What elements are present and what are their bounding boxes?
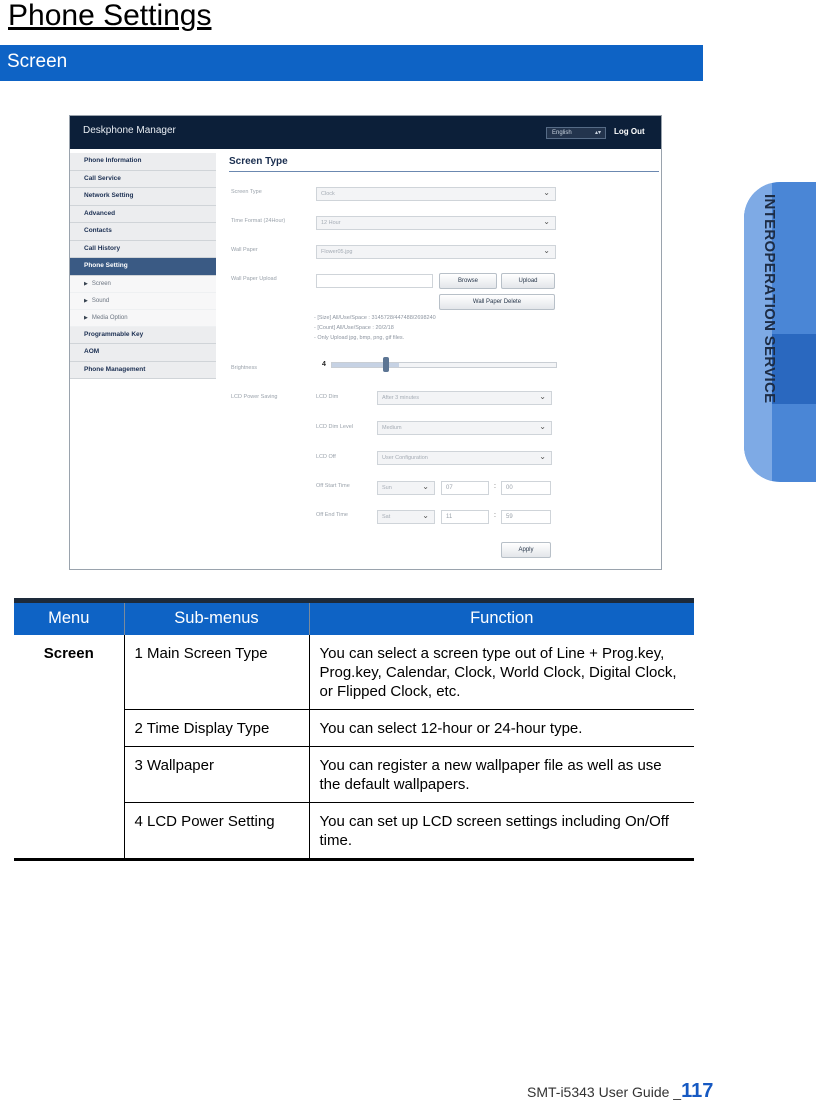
label-time-format: Time Format (24Hour) bbox=[231, 218, 286, 224]
apply-button[interactable]: Apply bbox=[501, 542, 551, 558]
label-brightness: Brightness bbox=[231, 365, 257, 371]
label-screen-type: Screen Type bbox=[231, 189, 262, 195]
page-footer bbox=[527, 1080, 713, 1100]
content-title: Screen Type bbox=[229, 156, 288, 167]
nav-advanced[interactable]: Advanced bbox=[70, 206, 216, 224]
brightness-slider-thumb[interactable] bbox=[383, 357, 389, 372]
chevron-down-icon: ⌄ bbox=[539, 392, 546, 401]
menu-cell: Screen bbox=[14, 635, 124, 860]
chevron-down-icon: ⌄ bbox=[539, 452, 546, 461]
select-arrows-icon: ▴▾ bbox=[594, 130, 601, 136]
chevron-down-icon: ⌄ bbox=[543, 246, 550, 255]
brightness-slider[interactable] bbox=[331, 362, 557, 368]
start-day-select[interactable]: Sun ⌄ bbox=[377, 481, 435, 495]
chevron-down-icon: ⌄ bbox=[422, 482, 429, 491]
deskphone-manager-screenshot bbox=[69, 115, 662, 570]
nav-call-history[interactable]: Call History bbox=[70, 241, 216, 259]
label-lcd-power-saving: LCD Power Saving bbox=[231, 394, 278, 400]
storage-note-count: - [Count] All/Use/Space : 20/2/18 bbox=[314, 325, 394, 331]
settings-content: Screen Type Screen Type Clock ⌄ Time Format (24Hour) 12 Hour ⌄ Wall Paper Flower05.jpg ⌄ Wall Paper Upload Browse Upload Wall Paper Delete - [Size] All/Use/Space : 3145728/447488/2698240 - [Count] All/Use/Space : 20/2/18 - Only Upload jpg, bmp, png, gif files. Brightness 4 LCD Power Saving LCD Dim After 3 minutes ⌄ LCD Dim Level Medium ⌄ LCD Off User Configuration ⌄ Off Start Time Sun ⌄ 07 : 00 Off End Time Sat ⌄ 11 : 59 Apply bbox=[229, 156, 659, 566]
end-minute-input[interactable]: 59 bbox=[501, 510, 551, 524]
nav-sub-screen[interactable]: ▶ Screen bbox=[70, 276, 216, 293]
function-cell: You can register a new wallpaper file as well as use the default wallpapers. bbox=[309, 746, 694, 802]
language-select[interactable]: English ▴▾ bbox=[546, 127, 606, 139]
storage-note-size: - [Size] All/Use/Space : 3145728/447488/2698240 bbox=[314, 315, 436, 321]
wall-paper-file-input[interactable] bbox=[316, 274, 433, 288]
lcd-dim-level-select[interactable]: Medium ⌄ bbox=[377, 421, 552, 435]
bullet-icon: ▶ bbox=[84, 280, 88, 287]
header-menu: Menu bbox=[14, 601, 124, 635]
nav-phone-management[interactable]: Phone Management bbox=[70, 362, 216, 380]
chevron-down-icon: ⌄ bbox=[539, 422, 546, 431]
sub-menu-cell: 1 Main Screen Type bbox=[124, 635, 309, 710]
nav-contacts[interactable]: Contacts bbox=[70, 223, 216, 241]
app-title: Deskphone Manager bbox=[83, 125, 176, 136]
label-off-start-time: Off Start Time bbox=[316, 483, 350, 489]
function-cell: You can set up LCD screen settings including On/Off time. bbox=[309, 802, 694, 859]
nav-phone-information[interactable]: Phone Information bbox=[70, 153, 216, 171]
start-minute-input[interactable]: 00 bbox=[501, 481, 551, 495]
label-lcd-off: LCD Off bbox=[316, 454, 336, 460]
header-function: Function bbox=[309, 601, 694, 635]
nav-programmable-key[interactable]: Programmable Key bbox=[70, 327, 216, 345]
screen-menu-table bbox=[14, 598, 694, 861]
nav-call-service[interactable]: Call Service bbox=[70, 171, 216, 189]
app-header bbox=[70, 116, 661, 149]
logout-link[interactable]: Log Out bbox=[614, 127, 645, 136]
nav-phone-setting[interactable]: Phone Setting bbox=[70, 258, 216, 276]
section-bar: Screen bbox=[0, 45, 703, 81]
brightness-value: 4 bbox=[322, 361, 326, 368]
end-day-select[interactable]: Sat ⌄ bbox=[377, 510, 435, 524]
nav-sub-media-option[interactable]: ▶ Media Option bbox=[70, 310, 216, 327]
sub-menu-cell: 3 Wallpaper bbox=[124, 746, 309, 802]
function-cell: You can select 12-hour or 24-hour type. bbox=[309, 709, 694, 746]
end-hour-input[interactable]: 11 bbox=[441, 510, 489, 524]
label-lcd-dim-level: LCD Dim Level bbox=[316, 424, 353, 430]
chevron-down-icon: ⌄ bbox=[543, 188, 550, 197]
page-number: 117 bbox=[681, 1080, 714, 1100]
page-title: Phone Settings bbox=[8, 0, 212, 32]
label-off-end-time: Off End Time bbox=[316, 512, 348, 518]
chapter-side-tab bbox=[744, 182, 816, 482]
nav-sub-sound[interactable]: ▶ Sound bbox=[70, 293, 216, 310]
lcd-dim-select[interactable]: After 3 minutes ⌄ bbox=[377, 391, 552, 405]
wall-paper-delete-button[interactable]: Wall Paper Delete bbox=[439, 294, 555, 310]
time-format-select[interactable]: 12 Hour ⌄ bbox=[316, 216, 556, 230]
sub-menu-cell: 2 Time Display Type bbox=[124, 709, 309, 746]
nav-aom[interactable]: AOM bbox=[70, 344, 216, 362]
header-sub-menus: Sub-menus bbox=[124, 601, 309, 635]
storage-note-filetypes: - Only Upload jpg, bmp, png, gif files. bbox=[314, 335, 405, 341]
upload-button[interactable]: Upload bbox=[501, 273, 555, 289]
sub-menu-cell: 4 LCD Power Setting bbox=[124, 802, 309, 859]
chapter-side-tab-label: INTEROPERATION SERVICE bbox=[761, 194, 778, 404]
lcd-off-select[interactable]: User Configuration ⌄ bbox=[377, 451, 552, 465]
browse-button[interactable]: Browse bbox=[439, 273, 497, 289]
chevron-down-icon: ⌄ bbox=[543, 217, 550, 226]
chevron-down-icon: ⌄ bbox=[422, 511, 429, 520]
bullet-icon: ▶ bbox=[84, 297, 88, 304]
bullet-icon: ▶ bbox=[84, 314, 88, 321]
label-lcd-dim: LCD Dim bbox=[316, 394, 339, 400]
label-wall-paper-upload: Wall Paper Upload bbox=[231, 276, 277, 282]
screen-type-select[interactable]: Clock ⌄ bbox=[316, 187, 556, 201]
footer-guide-title: SMT-i5343 User Guide _ bbox=[527, 1084, 682, 1100]
label-wall-paper: Wall Paper bbox=[231, 247, 258, 253]
nav-network-setting[interactable]: Network Setting bbox=[70, 188, 216, 206]
sidebar-nav bbox=[70, 153, 216, 379]
table-row bbox=[14, 635, 694, 710]
start-hour-input[interactable]: 07 bbox=[441, 481, 489, 495]
function-cell: You can select a screen type out of Line + Prog.key, Prog.key, Calendar, Clock, World Clock, Digital Clock, or Flipped Clock, etc. bbox=[309, 635, 694, 710]
wall-paper-select[interactable]: Flower05.jpg ⌄ bbox=[316, 245, 556, 259]
